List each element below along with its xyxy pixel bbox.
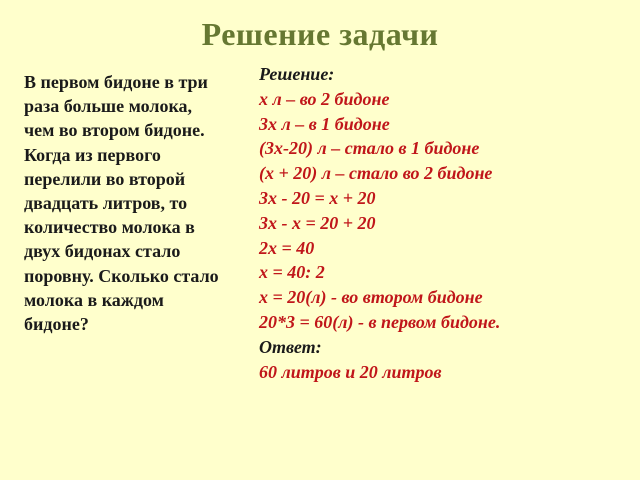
problem-line: перелили во второй — [24, 168, 186, 189]
problem-line: двух бидонах стало — [24, 241, 181, 262]
problem-statement — [24, 70, 260, 336]
solution-heading: Решение: — [259, 64, 335, 84]
problem-line: В первом бидоне в три — [24, 72, 208, 92]
problem-line: чем во втором бидоне. — [24, 120, 205, 141]
problem-line: количество молока в — [24, 217, 195, 238]
solution-step: x л – во 2 бидоне — [259, 88, 390, 109]
solution-step: 2x = 40 — [259, 237, 315, 258]
problem-line: поровну. Сколько стало — [24, 265, 219, 286]
solution-step: x = 20(л) - во втором бидоне — [259, 287, 483, 308]
solution-block — [259, 62, 634, 384]
answer-label: Ответ: — [259, 336, 322, 357]
solution-step: (3x-20) л – стало в 1 бидоне — [259, 138, 480, 159]
solution-step: (x + 20) л – стало во 2 бидоне — [259, 163, 493, 184]
problem-line: Когда из первого — [24, 144, 161, 165]
solution-step: x = 40: 2 — [259, 262, 325, 283]
solution-step: 3x л – в 1 бидоне — [259, 113, 390, 134]
solution-step: 3x - 20 = x + 20 — [259, 187, 376, 208]
solution-step: 3x - x = 20 + 20 — [259, 212, 376, 233]
answer-text: 60 литров и 20 литров — [259, 361, 442, 382]
problem-line: раза больше молока, — [24, 96, 193, 117]
problem-line: двадцать литров, то — [24, 193, 188, 214]
problem-line: бидоне? — [24, 314, 89, 335]
page-title: Решение задачи — [201, 16, 439, 52]
solution-step: 20*3 = 60(л) - в первом бидоне. — [259, 311, 501, 332]
problem-line: молока в каждом — [24, 289, 164, 310]
